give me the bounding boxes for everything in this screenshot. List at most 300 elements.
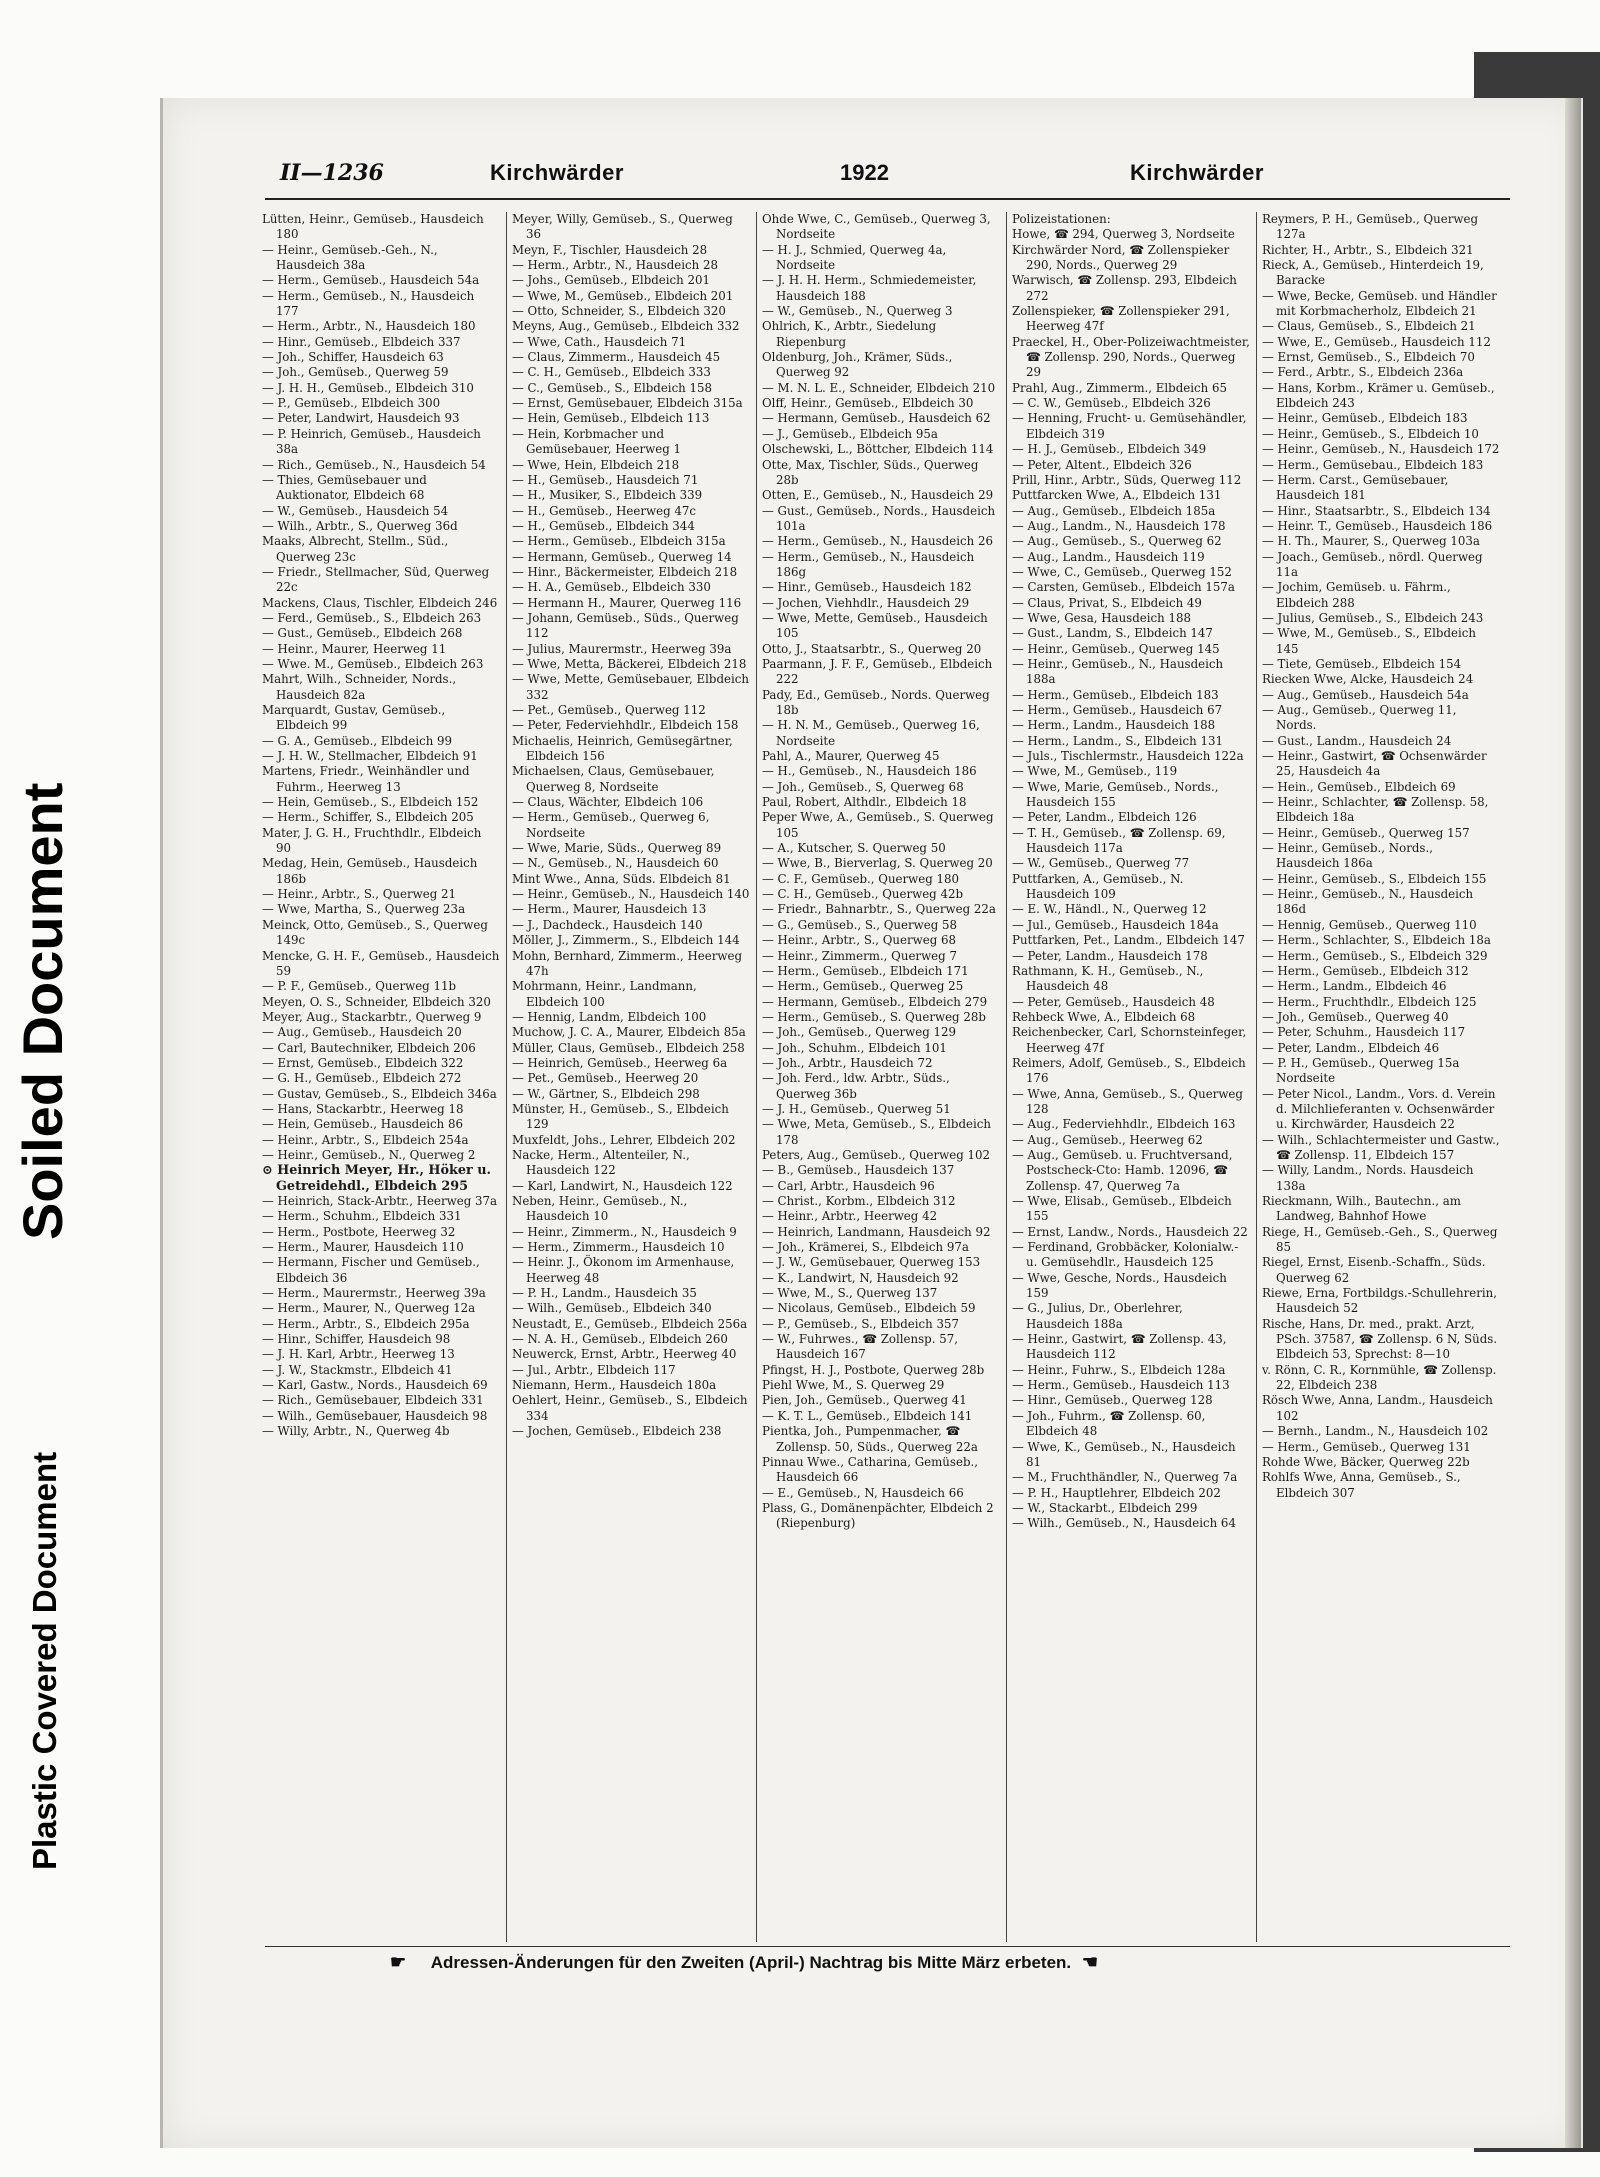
directory-entry: Lütten, Heinr., Gemüseb., Hausdeich 180 xyxy=(262,212,484,242)
directory-entry: — Heinr., Arbtr., S., Elbdeich 254a xyxy=(262,1132,469,1147)
directory-entry: Rieck, A., Gemüseb., Hinterdeich 19, Baracke xyxy=(1262,258,1484,288)
directory-entry: Pady, Ed., Gemüseb., Nords. Querweg 18b xyxy=(762,687,990,717)
directory-entry: — Bernh., Landm., N., Hausdeich 102 xyxy=(1262,1424,1489,1439)
directory-entry: — Joh., Gemüseb., Querweg 59 xyxy=(262,365,449,380)
directory-entry: Riecken Wwe, Alcke, Hausdeich 24 xyxy=(1262,672,1474,687)
directory-entry: — Jochen, Gemüseb., Elbdeich 238 xyxy=(512,1424,722,1439)
directory-entry: — Julius, Gemüseb., S., Elbdeich 243 xyxy=(1262,610,1484,625)
directory-entry: — Thies, Gemüsebauer und Auktionator, Elbdeich 68 xyxy=(262,472,427,503)
directory-entry: — C., Gemüseb., S., Elbdeich 158 xyxy=(512,380,713,395)
directory-entry: — Hermann, Gemüseb., Elbdeich 279 xyxy=(762,994,988,1009)
page-number: II—1236 xyxy=(280,160,384,186)
directory-entry: — Peter, Landm., Elbdeich 126 xyxy=(1012,810,1197,825)
directory-entry: Neben, Heinr., Gemüseb., N., Hausdeich 10 xyxy=(512,1194,688,1224)
directory-entry: — Heinr., Gemüseb., N., Hausdeich 140 xyxy=(512,887,750,902)
directory-entry: — N., Gemüseb., N., Hausdeich 60 xyxy=(512,856,719,871)
directory-entry: — Wilh., Arbtr., S., Querweg 36d xyxy=(262,518,458,533)
directory-entry: — Ernst, Gemüseb., Elbdeich 322 xyxy=(262,1055,464,1070)
directory-entry: — Tiete, Gemüseb., Elbdeich 154 xyxy=(1262,656,1462,671)
directory-entry: — Heinr., Arbtr., S., Querweg 68 xyxy=(762,933,957,948)
directory-entry: — P. H., Landm., Hausdeich 35 xyxy=(512,1286,697,1301)
directory-entry: — Joh., Schiffer, Hausdeich 63 xyxy=(262,350,444,365)
directory-columns xyxy=(262,212,1512,1942)
directory-entry: — H., Musiker, S., Elbdeich 339 xyxy=(512,488,703,503)
directory-entry: — Wwe, Meta, Gemüseb., S., Elbdeich 178 xyxy=(762,1117,991,1147)
directory-entry: — Karl, Landwirt, N., Hausdeich 122 xyxy=(512,1178,733,1193)
directory-entry: — Joh. Ferd., ldw. Arbtr., Süds., Querweg 36b xyxy=(762,1071,950,1101)
directory-entry: Otto, J., Staatsarbtr., S., Querweg 20 xyxy=(762,641,982,656)
directory-entry: Rohlfs Wwe, Anna, Gemüseb., S., Elbdeich 307 xyxy=(1262,1470,1461,1500)
directory-entry: — Wwe, M., Gemüseb., 119 xyxy=(1012,764,1178,779)
directory-entry: — Hermann, Fischer und Gemüseb., Elbdeich 36 xyxy=(262,1255,480,1285)
directory-entry: Otte, Max, Tischler, Süds., Querweg 28b xyxy=(762,457,979,487)
directory-entry: — H. A., Gemüseb., Elbdeich 330 xyxy=(512,580,711,595)
directory-entry: — Herm., Arbtr., N., Hausdeich 180 xyxy=(262,319,476,334)
directory-entry: — Carsten, Gemüseb., Elbdeich 157a xyxy=(1012,580,1235,595)
directory-entry: — Peter, Schuhm., Hausdeich 117 xyxy=(1262,1025,1466,1040)
directory-entry: — Hinr., Staatsarbtr., S., Elbdeich 134 xyxy=(1262,503,1491,518)
directory-entry: — Hans, Korbm., Krämer u. Gemüseb., Elbdeich 243 xyxy=(1262,380,1495,411)
directory-entry: — Joh., Gemüseb., S, Querweg 68 xyxy=(762,779,964,794)
running-title-left: Kirchwärder xyxy=(490,160,624,185)
directory-entry: — W., Gemüseb., Querweg 77 xyxy=(1012,856,1190,871)
pointing-hand-icon: ☚ xyxy=(1081,1952,1099,1972)
directory-entry: — Wwe, K., Gemüseb., N., Hausdeich 81 xyxy=(1012,1439,1236,1469)
directory-entry: — Herm., Landm., Hausdeich 188 xyxy=(1012,718,1216,733)
directory-entry: — Aug., Gemüseb. u. Fruchtversand, Postscheck-Cto: Hamb. 12096, ☎ Zollensp. 47, Querweg 7a xyxy=(1012,1147,1233,1193)
directory-entry: Nacke, Herm., Altenteiler, N., Hausdeich 122 xyxy=(512,1147,690,1178)
directory-entry: — Aug., Gemüseb., Querweg 11, Nords. xyxy=(1262,703,1457,733)
directory-entry: — Wwe, Becke, Gemüseb. und Händler mit Korbmacherholz, Elbdeich 21 xyxy=(1262,288,1497,319)
directory-entry: — Wwe, B., Bierverlag, S. Querweg 20 xyxy=(762,856,993,871)
directory-entry: — Herm., Fruchthdlr., Elbdeich 125 xyxy=(1262,994,1477,1009)
directory-entry: — Heinr., Zimmerm., Querweg 7 xyxy=(762,948,957,963)
directory-entry: Praeckel, H., Ober-Polizeiwachtmeister, ☎ Zollensp. 290, Nords., Querweg 29 xyxy=(1012,334,1250,380)
directory-entry: Rieckmann, Wilh., Bautechn., am Landweg, Bahnhof Howe xyxy=(1262,1194,1461,1224)
directory-entry: — Herm., Gemüseb., Hausdeich 67 xyxy=(1012,703,1223,717)
directory-entry: — P. H., Hauptlehrer, Elbdeich 202 xyxy=(1012,1485,1221,1500)
directory-entry: Mencke, G. H. F., Gemüseb., Hausdeich 59 xyxy=(262,948,500,978)
directory-entry: — Jochim, Gemüseb. u. Fährm., Elbdeich 288 xyxy=(1262,580,1451,610)
directory-entry: Oehlert, Heinr., Gemüseb., S., Elbdeich 334 xyxy=(512,1393,748,1423)
directory-entry: Martens, Friedr., Weinhändler und Fuhrm., Heerweg 13 xyxy=(262,764,470,794)
directory-entry: — Herm., Arbtr., S., Elbdeich 295a xyxy=(262,1316,470,1331)
directory-entry: — Christ., Korbm., Elbdeich 312 xyxy=(762,1194,956,1208)
directory-entry: — K. T. L., Gemüseb., Elbdeich 141 xyxy=(762,1408,973,1423)
directory-entry: — Hein, Gemüseb., Hausdeich 86 xyxy=(262,1117,463,1132)
directory-entry: — Peter, Gemüseb., Hausdeich 48 xyxy=(1012,994,1215,1009)
directory-entry: v. Rönn, C. R., Kornmühle, ☎ Zollensp. 22, Elbdeich 238 xyxy=(1262,1362,1497,1393)
directory-entry: — Herm., Gemüseb., Querweg 6, Nordseite xyxy=(512,810,710,840)
soiled-document-label: Soiled Document xyxy=(11,782,74,1240)
directory-entry: — Hinr., Schiffer, Hausdeich 98 xyxy=(262,1332,451,1347)
directory-entry: — Heinr., Gemüseb., Querweg 157 xyxy=(1262,825,1470,840)
column-1 xyxy=(262,212,500,1942)
directory-entry: — Ernst, Gemüseb., S., Elbdeich 70 xyxy=(1262,350,1475,365)
directory-entry: — Hennig, Gemüseb., Querweg 110 xyxy=(1262,917,1477,932)
directory-entry: Pientka, Joh., Pumpenmacher, ☎ Zollensp. 50, Süds., Querweg 22a xyxy=(762,1424,978,1454)
directory-entry: — Herm., Schlachter, S., Elbdeich 18a xyxy=(1262,933,1491,948)
directory-entry: — Carl, Bautechniker, Elbdeich 206 xyxy=(262,1040,476,1055)
directory-entry: — Hermann, Gemüseb., Hausdeich 62 xyxy=(762,411,991,426)
directory-entry: — H., Gemüseb., N., Hausdeich 186 xyxy=(762,764,977,779)
directory-entry: Polizeistationen: xyxy=(1012,212,1111,226)
directory-entry: — Willy, Landm., Nords. Hausdeich 138a xyxy=(1262,1163,1474,1193)
directory-entry: — Otto, Schneider, S., Elbdeich 320 xyxy=(512,304,726,319)
directory-entry: Meyer, Willy, Gemüseb., S., Querweg 36 xyxy=(512,212,733,242)
directory-entry: Niemann, Herm., Hausdeich 180a xyxy=(512,1378,717,1393)
directory-entry: — Hein, Gemüseb., S., Elbdeich 152 xyxy=(262,795,479,810)
directory-entry: — J. W., Gemüsebauer, Querweg 153 xyxy=(762,1255,981,1270)
directory-entry: — Claus, Gemüseb., S., Elbdeich 21 xyxy=(1262,319,1476,334)
directory-entry: Plass, G., Domänenpächter, Elbdeich 2 (Riepenburg) xyxy=(762,1500,994,1531)
directory-entry: — Aug., Gemüseb., Hausdeich 20 xyxy=(262,1025,462,1040)
column-divider xyxy=(506,212,507,1942)
directory-entry: — Hennig, Landm, Elbdeich 100 xyxy=(512,1009,707,1024)
directory-entry: Pien, Joh., Gemüseb., Querweg 41 xyxy=(762,1393,967,1408)
directory-entry: — W., Stackarbt., Elbdeich 299 xyxy=(1012,1500,1198,1515)
directory-entry: Olschewski, L., Böttcher, Elbdeich 114 xyxy=(762,442,994,457)
directory-entry: — Herm., Gemüseb., S., Elbdeich 329 xyxy=(1262,948,1488,963)
directory-entry: — E. W., Händl., N., Querweg 12 xyxy=(1012,902,1207,917)
directory-entry: — Heinr., Gastwirt, ☎ Ochsenwärder 25, Hausdeich 4a xyxy=(1262,749,1487,779)
directory-entry: — Wwe, M., Gemüseb., Elbdeich 201 xyxy=(512,288,734,303)
directory-entry: — M. N. L. E., Schneider, Elbdeich 210 xyxy=(762,380,996,395)
directory-entry: — Herm., Maurer, Hausdeich 110 xyxy=(262,1240,464,1255)
directory-entry: — Wwe, C., Gemüseb., Querweg 152 xyxy=(1012,564,1232,579)
running-title-right: Kirchwärder xyxy=(1130,160,1264,185)
directory-entry: — Wilh., Schlachtermeister und Gastw., ☎ Zollensp. 11, Elbdeich 157 xyxy=(1262,1132,1500,1162)
directory-entry: Meyns, Aug., Gemüseb., Elbdeich 332 xyxy=(512,319,740,334)
directory-entry: — Wilh., Gemüseb., Elbdeich 340 xyxy=(512,1301,712,1316)
directory-entry: — Jul., Gemüseb., Hausdeich 184a xyxy=(1012,917,1219,932)
directory-entry: — Wwe. M., Gemüseb., Elbdeich 263 xyxy=(262,656,484,671)
directory-entry: — Ferd., Gemüseb., S., Elbdeich 263 xyxy=(262,610,482,625)
directory-entry: — P. Heinrich, Gemüseb., Hausdeich 38a xyxy=(262,426,481,457)
directory-entry: Meinck, Otto, Gemüseb., S., Querweg 149c xyxy=(262,917,488,948)
directory-entry: — J., Dachdeck., Hausdeich 140 xyxy=(512,917,703,932)
directory-entry: — Rich., Gemüseb., N., Hausdeich 54 xyxy=(262,457,486,472)
directory-entry: — Herm., Maurermstr., Heerweg 39a xyxy=(262,1286,486,1301)
directory-entry: — Julius, Maurermstr., Heerweg 39a xyxy=(512,641,732,656)
directory-entry: Medag, Hein, Gemüseb., Hausdeich 186b xyxy=(262,856,478,886)
directory-entry: — P., Gemüseb., S., Elbdeich 357 xyxy=(762,1316,959,1331)
directory-entry: Ohde Wwe, C., Gemüseb., Querweg 3, Nordseite xyxy=(762,212,991,242)
directory-entry: — Hinr., Bäckermeister, Elbdeich 218 xyxy=(512,564,738,579)
directory-entry: Mahrt, Wilh., Schneider, Nords., Hausdeich 82a xyxy=(262,672,457,702)
directory-entry: — G., Julius, Dr., Oberlehrer, Hausdeich 188a xyxy=(1012,1301,1183,1331)
directory-entry: Mater, J. G. H., Fruchthdlr., Elbdeich 90 xyxy=(262,825,482,856)
directory-entry: — Aug., Federviehhdlr., Elbdeich 163 xyxy=(1012,1117,1236,1132)
directory-entry: Prill, Hinr., Arbtr., Süds, Querweg 112 xyxy=(1012,472,1242,487)
directory-entry: — Carl, Arbtr., Hausdeich 96 xyxy=(762,1178,935,1193)
directory-entry: — Johs., Gemüseb., Elbdeich 201 xyxy=(512,273,711,288)
directory-entry: — Herm., Gemüseb., Elbdeich 183 xyxy=(1012,687,1219,702)
directory-entry: Zollenspieker, ☎ Zollenspieker 291, Heerweg 47f xyxy=(1012,304,1230,334)
directory-entry: Muchow, J. C. A., Maurer, Elbdeich 85a xyxy=(512,1025,746,1040)
directory-entry: — Aug., Landm., Hausdeich 119 xyxy=(1012,549,1205,564)
page-edge xyxy=(1565,98,1581,2148)
directory-entry: — Herm., Gemüseb., N., Hausdeich 177 xyxy=(262,288,475,319)
directory-entry: — Juls., Tischlermstr., Hausdeich 122a xyxy=(1012,749,1244,764)
directory-entry: Otten, E., Gemüseb., N., Hausdeich 29 xyxy=(762,488,994,503)
directory-entry: — Heinr., Gemüseb., N., Querweg 2 xyxy=(262,1147,476,1162)
directory-entry: — Karl, Gastw., Nords., Hausdeich 69 xyxy=(262,1378,488,1393)
directory-entry: — Herm., Gemüseb., S. Querweg 28b xyxy=(762,1009,986,1024)
directory-entry: — Heinr., Gemüseb., Elbdeich 183 xyxy=(1262,411,1468,426)
directory-entry: — Peter, Altent., Elbdeich 326 xyxy=(1012,457,1192,472)
directory-entry: — Herm., Gemüseb., Querweg 25 xyxy=(762,979,964,994)
directory-entry: — Hein, Gemüseb., Elbdeich 113 xyxy=(512,411,710,426)
directory-entry: — H. J., Gemüseb., Elbdeich 349 xyxy=(1012,442,1207,457)
directory-entry: — Heinr., Arbtr., S., Querweg 21 xyxy=(262,887,457,902)
directory-entry: — Joh., Fuhrm., ☎ Zollensp. 60, Elbdeich 48 xyxy=(1012,1408,1206,1439)
header-rule xyxy=(265,198,1510,200)
directory-entry: — Peter, Federviehhdlr., Elbdeich 158 xyxy=(512,718,739,733)
directory-entry: — Joh., Schuhm., Elbdeich 101 xyxy=(762,1040,947,1055)
directory-entry: — Johann, Gemüseb., Süds., Querweg 112 xyxy=(512,610,739,641)
directory-entry: — J. H. H. Herm., Schmiedemeister, Hausdeich 188 xyxy=(762,273,977,303)
directory-entry: — Hinr., Gemüseb., Elbdeich 337 xyxy=(262,334,461,349)
directory-entry: — Herm., Landm., S., Elbdeich 131 xyxy=(1012,733,1223,748)
directory-entry: — Heinr., Gemüseb., N., Hausdeich 188a xyxy=(1012,656,1224,687)
directory-entry: — Pet., Gemüseb., Heerweg 20 xyxy=(512,1071,699,1086)
directory-entry: — G., Gemüseb., S., Querweg 58 xyxy=(762,917,958,932)
directory-entry: Münster, H., Gemüseb., S., Elbdeich 129 xyxy=(512,1101,729,1132)
directory-entry: — Heinr., Gemüseb., S., Elbdeich 10 xyxy=(1262,426,1479,441)
plastic-covered-label: Plastic Covered Document xyxy=(26,1451,63,1870)
directory-entry: — Aug., Landm., N., Hausdeich 178 xyxy=(1012,518,1226,533)
directory-entry: Muxfeldt, Johs., Lehrer, Elbdeich 202 xyxy=(512,1132,736,1147)
directory-entry: Mackens, Claus, Tischler, Elbdeich 246 xyxy=(262,595,498,610)
directory-entry: — Ernst, Landw., Nords., Hausdeich 22 xyxy=(1012,1224,1248,1239)
directory-entry: — Wilh., Gemüseb., N., Hausdeich 64 xyxy=(1012,1516,1236,1531)
directory-entry: — Herm., Schiffer, S., Elbdeich 205 xyxy=(262,810,474,825)
directory-entry: — Hein., Gemüseb., Elbdeich 69 xyxy=(1262,779,1456,794)
directory-entry: — Peter, Landm., Elbdeich 46 xyxy=(1262,1040,1440,1055)
directory-entry: — Herm., Postbote, Heerweg 32 xyxy=(262,1224,456,1239)
directory-entry: — G. A., Gemüseb., Elbdeich 99 xyxy=(262,733,453,748)
directory-entry: — A., Kutscher, S. Querweg 50 xyxy=(762,841,946,856)
directory-entry: Neuwerck, Ernst, Arbtr., Heerweg 40 xyxy=(512,1347,737,1362)
directory-entry: — Wwe, Metta, Bäckerei, Elbdeich 218 xyxy=(512,656,747,671)
directory-entry: — Herm., Gemüseb., Elbdeich 315a xyxy=(512,534,726,549)
directory-entry: — Herm., Landm., Elbdeich 46 xyxy=(1262,979,1447,994)
directory-entry: — Heinr., Arbtr., Heerweg 42 xyxy=(762,1209,938,1224)
directory-entry: — Claus, Wächter, Elbdeich 106 xyxy=(512,795,704,810)
directory-entry: — Peter, Landm., Hausdeich 178 xyxy=(1012,948,1208,963)
directory-entry: Piehl Wwe, M., S. Querweg 29 xyxy=(762,1378,945,1393)
directory-entry: Pahl, A., Maurer, Querweg 45 xyxy=(762,749,940,764)
directory-entry: — Herm., Maurer, N., Querweg 12a xyxy=(262,1301,476,1316)
directory-entry: Rösch Wwe, Anna, Landm., Hausdeich 102 xyxy=(1262,1393,1493,1423)
directory-entry: — C. F., Gemüseb., Querweg 180 xyxy=(762,871,960,886)
directory-entry: Kirchwärder Nord, ☎ Zollenspieker 290, Nords., Querweg 29 xyxy=(1012,242,1230,273)
directory-entry: — Heinr., Gemüseb., Nords., Hausdeich 186a xyxy=(1262,841,1433,871)
directory-entry: — Heinr., Gastwirt, ☎ Zollensp. 43, Hausdeich 112 xyxy=(1012,1332,1227,1362)
directory-entry: — Hein, Korbmacher und Gemüsebauer, Heerweg 1 xyxy=(512,426,682,457)
directory-entry: Riege, H., Gemüseb.-Geh., S., Querweg 85 xyxy=(1262,1224,1498,1255)
directory-entry: — Wwe, E., Gemüseb., Hausdeich 112 xyxy=(1262,334,1491,349)
directory-entry: — Aug., Gemüseb., Heerweg 62 xyxy=(1012,1132,1203,1147)
directory-entry: — Aug., Gemüseb., S., Querweg 62 xyxy=(1012,534,1222,549)
directory-entry: — Herm., Gemüseb., Elbdeich 312 xyxy=(1262,963,1469,978)
directory-entry: Paul, Robert, Althdlr., Elbdeich 18 xyxy=(762,795,967,810)
directory-entry: — Hinr., Gemüseb., Hausdeich 182 xyxy=(762,580,972,595)
directory-entry: Warwisch, ☎ Zollensp. 293, Elbdeich 272 xyxy=(1012,273,1237,303)
directory-entry: — Ernst, Gemüsebauer, Elbdeich 315a xyxy=(512,396,743,411)
directory-entry: Puttfarcken Wwe, A., Elbdeich 131 xyxy=(1012,488,1222,503)
column-divider xyxy=(1006,212,1007,1942)
directory-entry: Mohrmann, Heinr., Landmann, Elbdeich 100 xyxy=(512,979,697,1009)
directory-entry: Maaks, Albrecht, Stellm., Süd., Querweg 23c xyxy=(262,534,449,564)
directory-entry: — Pet., Gemüseb., Querweg 112 xyxy=(512,703,706,717)
directory-entry: — Heinr., Zimmerm., N., Hausdeich 9 xyxy=(512,1224,737,1239)
directory-entry: — C. H., Gemüseb., Querweg 42b xyxy=(762,887,964,902)
directory-entry: — Heinr. T., Gemüseb., Hausdeich 186 xyxy=(1262,518,1493,533)
directory-entry: Ohlrich, K., Arbtr., Siedelung Riepenburg xyxy=(762,319,937,349)
directory-entry: — Herm., Schuhm., Elbdeich 331 xyxy=(262,1209,462,1224)
directory-entry: — Rich., Gemüsebauer, Elbdeich 331 xyxy=(262,1393,484,1408)
directory-entry: — E., Gemüseb., N, Hausdeich 66 xyxy=(762,1485,964,1500)
directory-entry: — Joh., Krämerei, S., Elbdeich 97a xyxy=(762,1240,969,1255)
directory-entry: Olff, Heinr., Gemüseb., Elbdeich 30 xyxy=(762,396,974,411)
directory-entry: Prahl, Aug., Zimmerm., Elbdeich 65 xyxy=(1012,380,1228,395)
directory-entry: Meyn, F., Tischler, Hausdeich 28 xyxy=(512,242,708,257)
directory-entry: — Herm., Gemüseb., Querweg 131 xyxy=(1262,1439,1471,1454)
directory-entry: — J. H. W., Stellmacher, Elbdeich 91 xyxy=(262,749,478,764)
directory-entry: Oldenburg, Joh., Krämer, Süds., Querweg 92 xyxy=(762,350,953,380)
directory-entry: — H. N. M., Gemüseb., Querweg 16, Nordseite xyxy=(762,718,980,748)
directory-entry: — Wwe, Gesa, Hausdeich 188 xyxy=(1012,610,1191,625)
directory-entry: Müller, Claus, Gemüseb., Elbdeich 258 xyxy=(512,1040,745,1055)
directory-entry: — W., Gärtner, S., Elbdeich 298 xyxy=(512,1086,700,1101)
directory-entry: — Heinr., Maurer, Heerweg 11 xyxy=(262,641,447,656)
directory-entry: — Wilh., Gemüsebauer, Hausdeich 98 xyxy=(262,1408,488,1423)
directory-entry: — Heinr., Gemüseb., Querweg 145 xyxy=(1012,641,1220,656)
directory-entry: — Heinrich, Stack-Arbtr., Heerweg 37a xyxy=(262,1194,498,1208)
directory-entry: — P. F., Gemüseb., Querweg 11b xyxy=(262,979,457,994)
directory-entry: Michaelis, Heinrich, Gemüsegärtner, Elbdeich 156 xyxy=(512,733,733,764)
directory-entry: — J., Gemüseb., Elbdeich 95a xyxy=(762,426,938,441)
directory-entry: — Wwe, M., Gemüseb., S., Elbdeich 145 xyxy=(1262,626,1476,656)
directory-entry: — Wwe, Marie, Süds., Querweg 89 xyxy=(512,841,722,856)
directory-entry: Meyer, Aug., Stackarbtr., Querweg 9 xyxy=(262,1009,482,1024)
directory-entry: Puttfarken, A., Gemüseb., N. Hausdeich 109 xyxy=(1012,871,1184,902)
directory-entry: — Heinr., Gemüseb.-Geh., N., Hausdeich 38a xyxy=(262,242,438,273)
directory-entry: — M., Fruchthändler, N., Querweg 7a xyxy=(1012,1470,1238,1485)
directory-entry: — Aug., Gemüseb., Elbdeich 185a xyxy=(1012,503,1216,518)
directory-entry: — Jochen, Viehhdlr., Hausdeich 29 xyxy=(762,595,970,610)
directory-entry: — Peter, Landwirt, Hausdeich 93 xyxy=(262,411,460,426)
directory-entry: — H., Gemüseb., Elbdeich 344 xyxy=(512,518,695,533)
directory-entry: — Gust., Gemüseb., Nords., Hausdeich 101a xyxy=(762,503,996,533)
directory-entry: — Herm. Carst., Gemüsebauer, Hausdeich 181 xyxy=(1262,472,1449,503)
directory-entry: — C. W., Gemüseb., Elbdeich 326 xyxy=(1012,396,1211,411)
directory-entry: Möller, J., Zimmerm., S., Elbdeich 144 xyxy=(512,933,740,948)
directory-entry: Meyen, O. S., Schneider, Elbdeich 320 xyxy=(262,994,491,1009)
directory-entry: — Aug., Gemüseb., Hausdeich 54a xyxy=(1262,687,1469,702)
directory-entry: — Heinrich, Gemüseb., Heerweg 6a xyxy=(512,1055,728,1070)
directory-entry: — C. H., Gemüseb., Elbdeich 333 xyxy=(512,365,711,380)
directory-entry: — Joach., Gemüseb., nördl. Querweg 11a xyxy=(1262,549,1483,579)
directory-entry: Reichenbecker, Carl, Schornsteinfeger, Heerweg 47f xyxy=(1012,1025,1247,1055)
directory-entry: — Ferd., Arbtr., S., Elbdeich 236a xyxy=(1262,365,1464,380)
directory-entry: — Gust., Gemüseb., Elbdeich 268 xyxy=(262,626,463,641)
year: 1922 xyxy=(840,160,889,185)
directory-entry: — Wwe, Elisab., Gemüseb., Elbdeich 155 xyxy=(1012,1194,1232,1224)
column-divider xyxy=(1256,212,1257,1942)
directory-entry: — Herm., Gemüseb., Elbdeich 171 xyxy=(762,963,969,978)
directory-entry: — Herm., Gemüseb., Hausdeich 54a xyxy=(262,273,480,288)
directory-entry: — Wwe, M., S., Querweg 137 xyxy=(762,1286,938,1301)
page-header xyxy=(280,160,1280,196)
directory-entry: Mint Wwe., Anna, Süds. Elbdeich 81 xyxy=(512,871,731,886)
directory-entry: — Wwe, Gesche, Nords., Hausdeich 159 xyxy=(1012,1270,1227,1301)
column-3 xyxy=(762,212,1000,1942)
directory-entry: — Hermann, Gemüseb., Querweg 14 xyxy=(512,549,732,564)
directory-entry: — W., Gemüseb., N., Querweg 3 xyxy=(762,304,953,319)
column-5 xyxy=(1262,212,1500,1942)
directory-entry: — Herm., Maurer, Hausdeich 13 xyxy=(512,902,707,917)
directory-entry: — Heinr. J., Ökonom im Armenhause, Heerweg 48 xyxy=(512,1255,735,1285)
directory-entry: ⊙ Heinrich Meyer, Hr., Höker u. Getreidehdl., Elbdeich 295 xyxy=(262,1163,491,1194)
directory-entry: Riegel, Ernst, Eisenb.-Schaffn., Süds. Querweg 62 xyxy=(1262,1255,1486,1285)
directory-entry: — Willy, Arbtr., N., Querweg 4b xyxy=(262,1424,450,1439)
directory-entry: — Heinrich, Landmann, Hausdeich 92 xyxy=(762,1224,991,1239)
directory-entry: Rohde Wwe, Bäcker, Querweg 22b xyxy=(1262,1454,1470,1469)
directory-entry: — Friedr., Bahnarbtr., S., Querweg 22a xyxy=(762,902,996,917)
directory-entry: — Herm., Zimmerm., Hausdeich 10 xyxy=(512,1240,725,1255)
directory-entry: — H., Gemüseb., Hausdeich 71 xyxy=(512,472,699,487)
pointing-hand-icon: ☛ xyxy=(390,1952,407,1972)
directory-entry: Pinnau Wwe., Catharina, Gemüseb., Hausdeich 66 xyxy=(762,1454,978,1485)
directory-entry: — H., Gemüseb., Heerweg 47c xyxy=(512,503,696,518)
directory-entry: — Claus, Zimmerm., Hausdeich 45 xyxy=(512,350,721,365)
directory-entry: — Gustav, Gemüseb., S., Elbdeich 346a xyxy=(262,1086,497,1101)
column-4 xyxy=(1012,212,1250,1942)
directory-entry: — Nicolaus, Gemüseb., Elbdeich 59 xyxy=(762,1301,976,1316)
directory-entry: — Wwe, Hein, Elbdeich 218 xyxy=(512,457,680,472)
directory-entry: — Heinr., Schlachter, ☎ Zollensp. 58, Elbdeich 18a xyxy=(1262,795,1489,825)
directory-entry: — Herm., Gemüseb., N., Hausdeich 186g xyxy=(762,549,975,579)
directory-entry: — J. H. Karl, Arbtr., Heerweg 13 xyxy=(262,1347,455,1362)
column-divider xyxy=(756,212,757,1942)
directory-entry: Peters, Aug., Gemüseb., Querweg 102 xyxy=(762,1147,991,1162)
directory-entry: — Herm., Arbtr., N., Hausdeich 28 xyxy=(512,258,718,273)
directory-entry: — J. H., Gemüseb., Querweg 51 xyxy=(762,1101,951,1116)
directory-entry: — J. W., Stackmstr., Elbdeich 41 xyxy=(262,1362,453,1377)
footer-notice: Adressen-Änderungen für den Zweiten (April-) Nachtrag bis Mitte März erbeten. xyxy=(430,1953,1072,1972)
directory-entry: — Hans, Stackarbtr., Heerweg 18 xyxy=(262,1101,464,1116)
directory-entry: — W., Gemüseb., Hausdeich 54 xyxy=(262,503,449,518)
directory-entry: — P., Gemüseb., Elbdeich 300 xyxy=(262,396,441,411)
directory-entry: Howe, ☎ 294, Querweg 3, Nordseite xyxy=(1012,227,1235,242)
directory-entry: — Herm., Gemüsebau., Elbdeich 183 xyxy=(1262,457,1484,472)
directory-entry: Peper Wwe, A., Gemüseb., S. Querweg 105 xyxy=(762,810,994,840)
directory-entry: Rische, Hans, Dr. med., prakt. Arzt, PSch. 37587, ☎ Zollensp. 6 N, Süds. Elbdeich 53, Sprechst: 8—10 xyxy=(1262,1316,1498,1362)
directory-entry: Marquardt, Gustav, Gemüseb., Elbdeich 99 xyxy=(262,703,446,733)
footer-rule xyxy=(265,1946,1510,1947)
directory-entry: — Herm., Gemüseb., Hausdeich 113 xyxy=(1012,1378,1230,1393)
directory-entry: — Wwe, Mette, Gemüseb., Hausdeich 105 xyxy=(762,610,988,641)
directory-entry: Puttfarken, Pet., Landm., Elbdeich 147 xyxy=(1012,933,1245,948)
directory-entry: — Herm., Gemüseb., N., Hausdeich 26 xyxy=(762,534,993,549)
directory-entry: — Peter Nicol., Landm., Vors. d. Verein d. Milchlieferanten v. Ochsenwärder u. Kirchwärder, Hausdeich 22 xyxy=(1262,1086,1496,1132)
directory-entry: Michaelsen, Claus, Gemüsebauer, Querweg 8, Nordseite xyxy=(512,764,715,794)
directory-entry: — Ferdinand, Grobbäcker, Kolonialw.- u. Gemüsehdlr., Hausdeich 125 xyxy=(1012,1240,1239,1270)
directory-entry: — P. H., Gemüseb., Querweg 15a Nordseite xyxy=(1262,1055,1460,1086)
